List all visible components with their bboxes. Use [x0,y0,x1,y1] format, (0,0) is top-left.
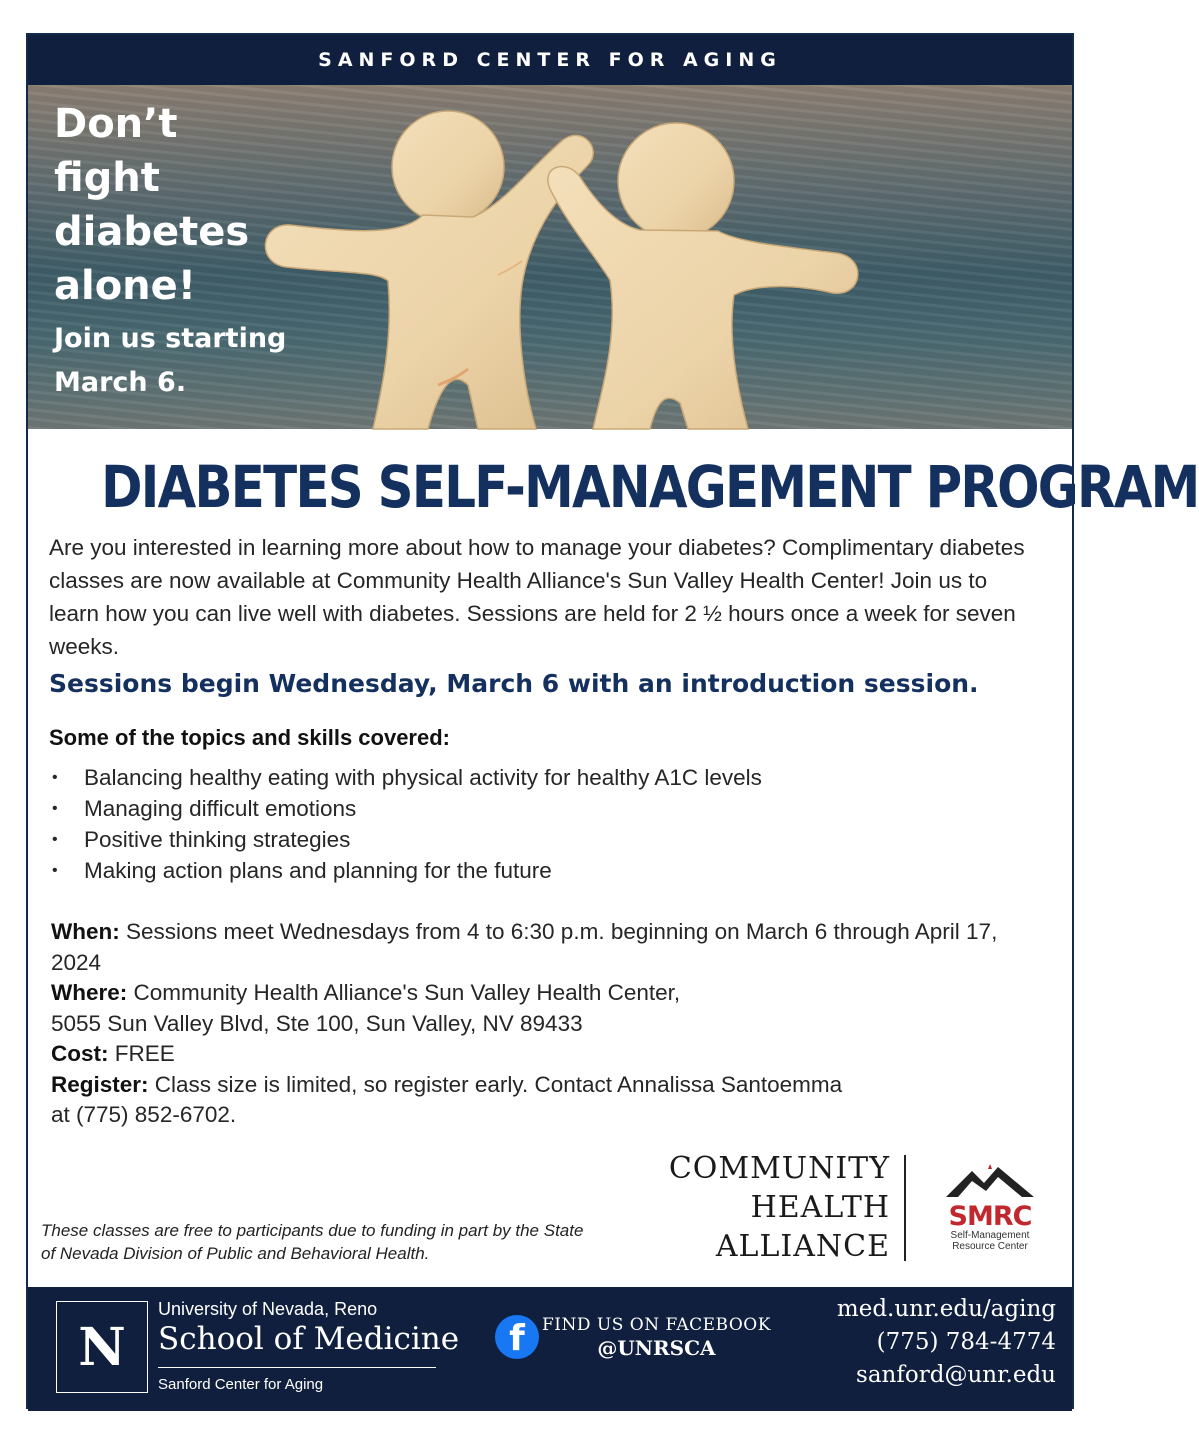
hero-text [54,97,304,405]
intro-paragraph: Are you interested in learning more about how to manage your diabetes? Complimentary diabetes classes are now available at Community Health Alliance's Sun Valley Health Center! Join us to learn how you can live well with diabetes. Sessions are held for 2 ½ hours once a week for seven weeks. [49,535,1025,659]
contact-info [837,1293,1056,1392]
university-name: University of Nevada, Reno [158,1299,378,1319]
facebook-callout [542,1315,771,1360]
where-line1: Community Health Alliance's Sun Valley Health Center, [133,980,681,1005]
funding-note: These classes are free to participants due to funding in part by the State of Nevada Division of Public and Behavioral Health. [41,1221,584,1263]
when-text: Sessions meet Wednesdays from 4 to 6:30 p.m. beginning on March 6 through April 17, 2024 [51,919,998,975]
sessions-begin-heading: Sessions begin Wednesday, March 6 with an introduction session. [49,669,979,698]
register-label: Register: [51,1071,149,1097]
list-item: • Managing difficult emotions [49,793,762,824]
smrc-sub2: Resource Center [952,1241,1028,1252]
center-name: Sanford Center for Aging [158,1376,324,1393]
facebook-label: FIND US ON FACEBOOK [542,1315,771,1335]
where-label: Where: [51,980,128,1005]
smrc-logo [942,1163,1038,1252]
right-figure [548,123,858,429]
smrc-wordmark: SMRC [948,1201,1032,1232]
topics-list [49,762,762,886]
list-item: • Making action plans and planning for the future [49,855,762,886]
facebook-handle[interactable]: @UNRSCA [597,1336,716,1360]
cost-text: FREE [114,1041,175,1066]
event-details [51,917,1011,1131]
register-line1: Class size is limited, so register early. Contact Annalissa Santoemma [154,1071,843,1097]
footer [28,1287,1072,1411]
program-title: DIABETES SELF-MANAGEMENT PROGRAM [101,453,1199,521]
when-row [51,917,1011,978]
logo-divider [904,1155,906,1261]
cost-label: Cost: [51,1041,109,1066]
email-link[interactable]: sanford@unr.edu [856,1362,1056,1388]
cost-row [51,1039,1011,1070]
hero-image [28,85,1072,429]
university-n-logo: N [56,1301,148,1393]
hero-subline: Join us starting March 6. [54,323,287,398]
where-row [51,978,1011,1009]
footer-rule [158,1367,436,1368]
smrc-sub1: Self-Management [950,1230,1030,1241]
facebook-icon[interactable]: f [495,1315,539,1359]
flyer [26,33,1199,1409]
cha-line2: HEALTH [750,1190,890,1225]
when-label: When: [51,919,120,944]
topics-heading: Some of the topics and skills covered: [49,725,450,750]
list-item: • Positive thinking strategies [49,824,762,855]
website-link[interactable]: med.unr.edu/aging [836,1296,1056,1322]
register-line2: at (775) 852-6702. [51,1102,237,1127]
school-name: School of Medicine [158,1321,460,1357]
where-line2: 5055 Sun Valley Blvd, Ste 100, Sun Valley, NV 89433 [51,1010,583,1036]
cha-line3: ALLIANCE [715,1229,890,1264]
org-banner [28,35,1072,85]
community-health-alliance-logo [628,1149,890,1266]
smrc-mountain-icon [942,1163,1038,1199]
org-name: SANFORD CENTER FOR AGING [318,49,782,71]
phone-number[interactable]: (775) 784-4774 [876,1329,1056,1355]
cha-line1: COMMUNITY [668,1151,890,1186]
hero-headline: Don’t fight diabetes alone! [54,101,250,309]
register-row [51,1070,1011,1101]
list-item: • Balancing healthy eating with physical activity for healthy A1C levels [49,762,762,793]
left-figure [265,111,593,429]
